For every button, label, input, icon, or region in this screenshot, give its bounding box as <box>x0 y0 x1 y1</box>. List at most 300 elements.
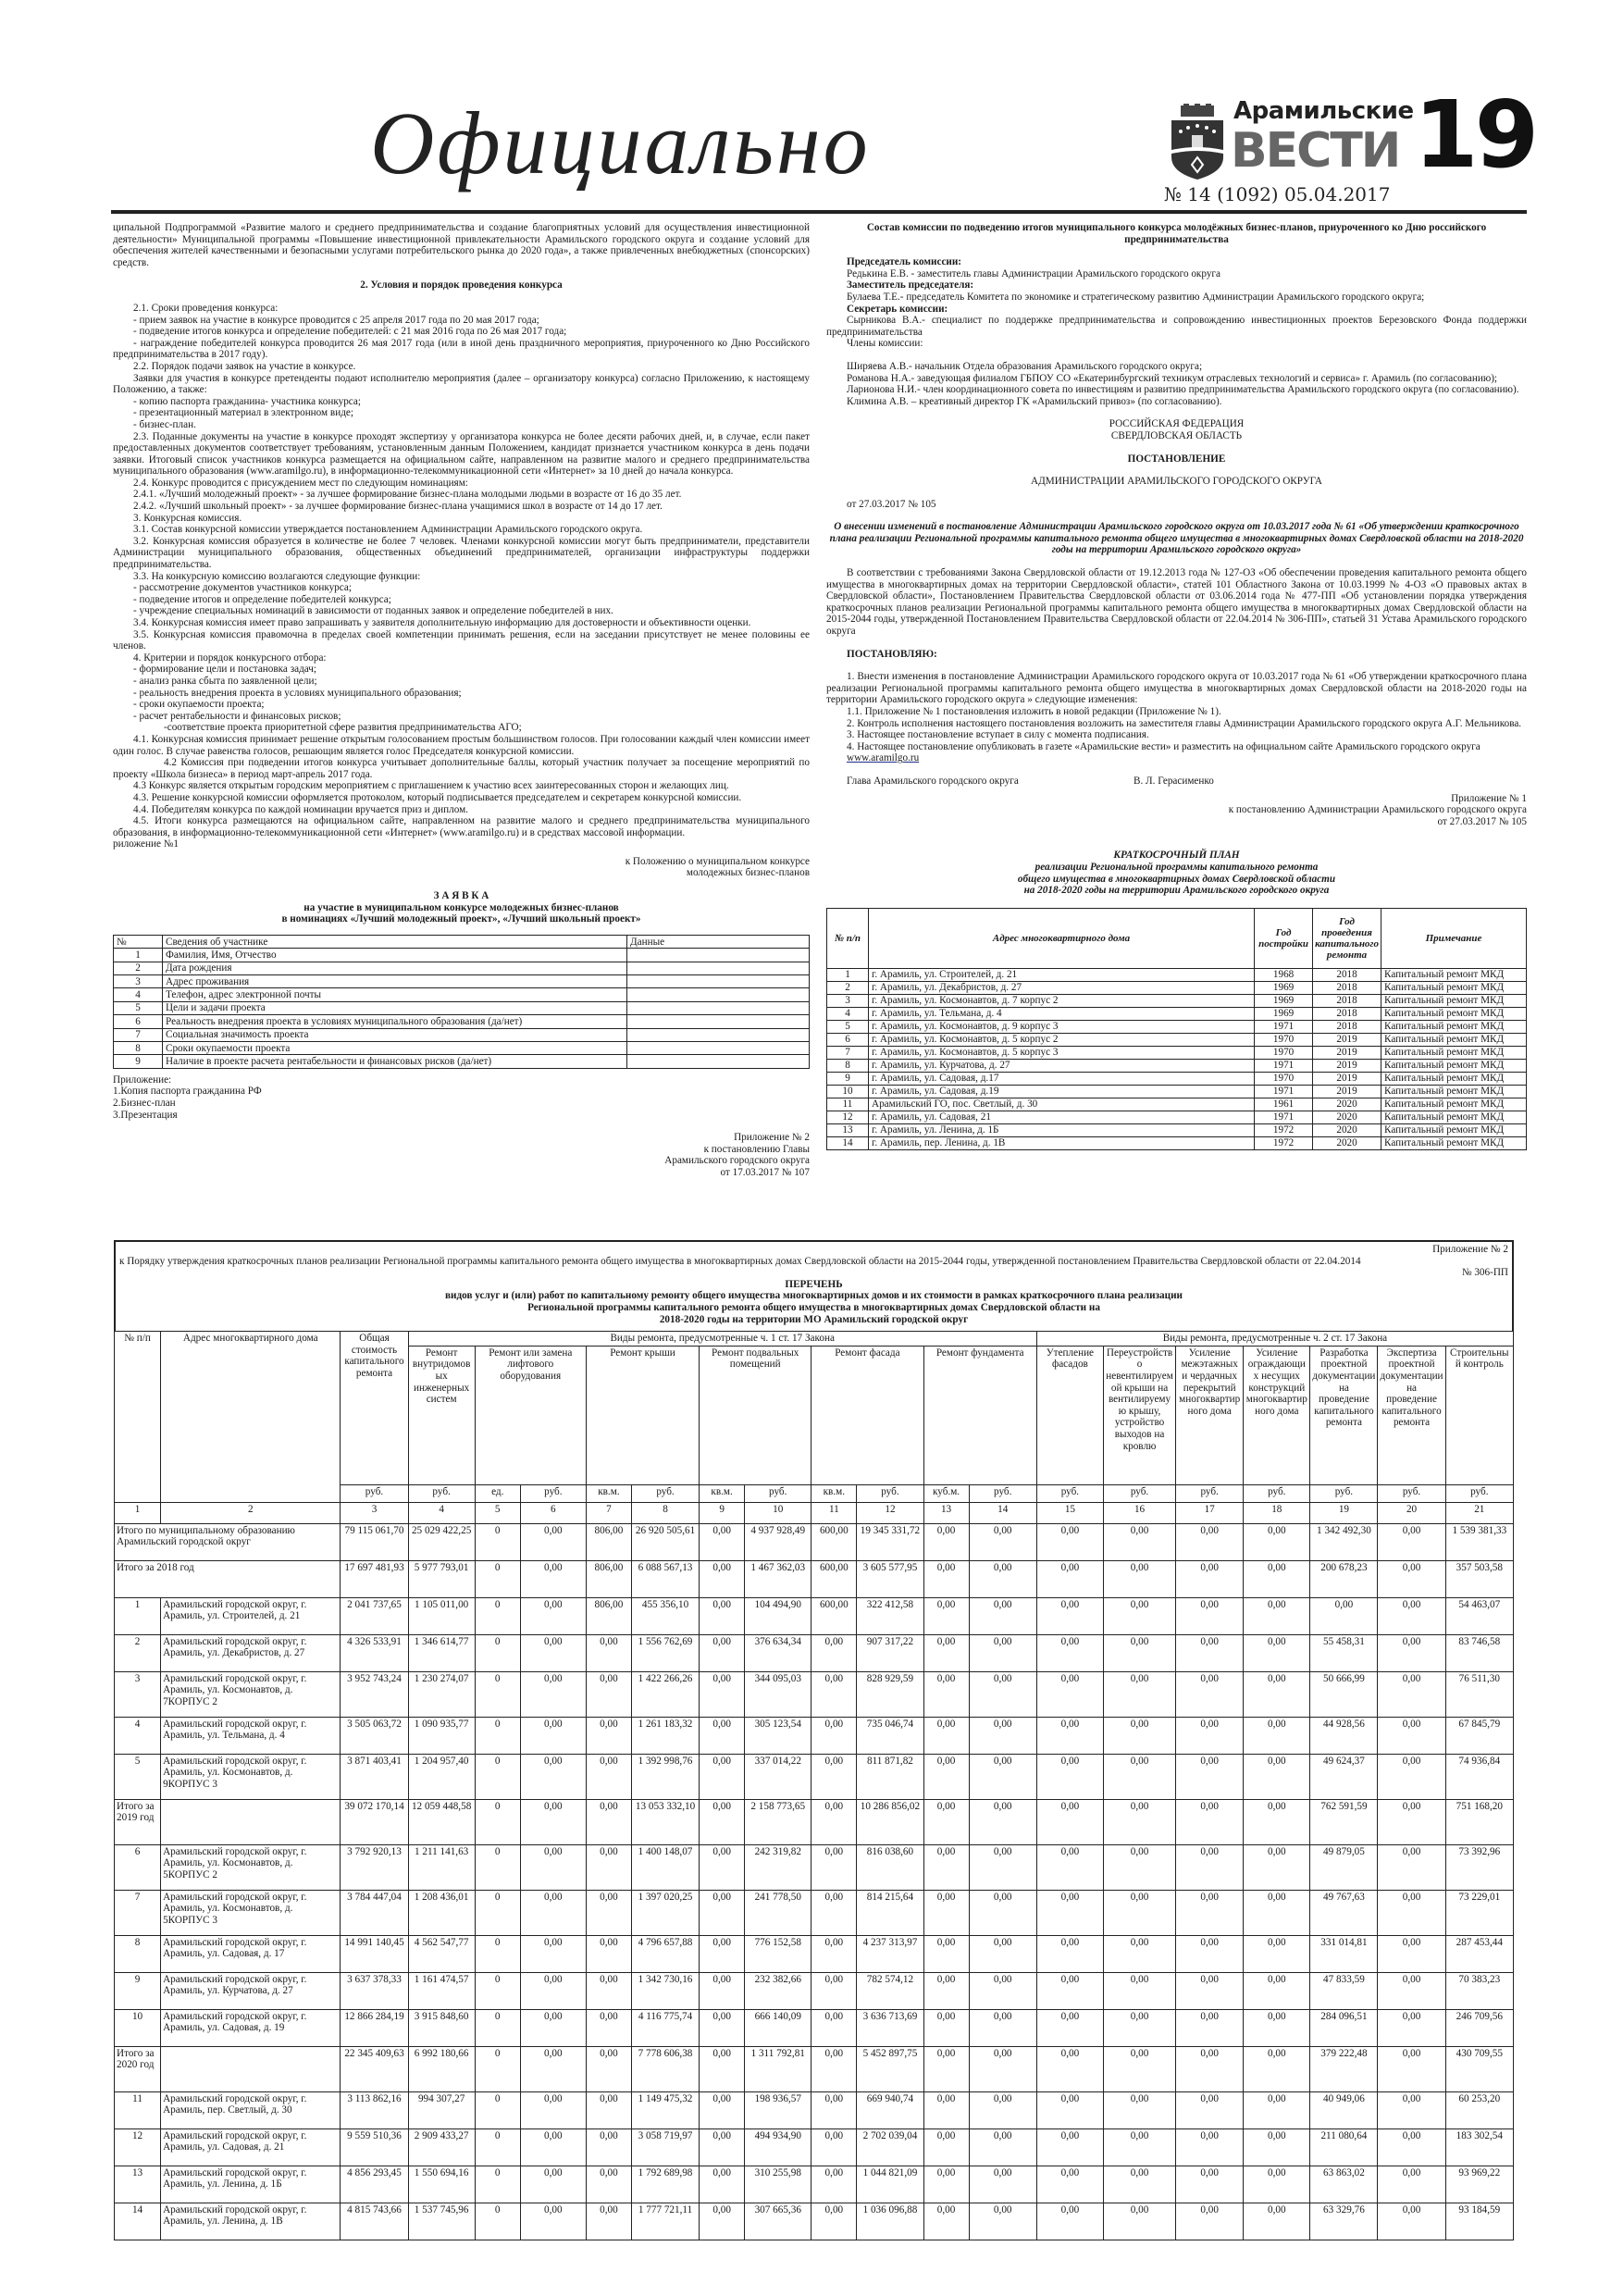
value-cell: 4 937 928,49 <box>745 1523 812 1560</box>
value-cell: 0,00 <box>1244 2128 1310 2166</box>
repair-year-cell: 2020 <box>1313 1123 1381 1136</box>
value-cell: 806,00 <box>586 1560 631 1597</box>
address-cell: Арамильский городской округ, г. Арамиль, ул. Садовая, д. 17 <box>161 1935 341 1972</box>
value-cell: 0,00 <box>923 2203 969 2240</box>
value-cell: 0,00 <box>1378 1671 1445 1717</box>
value-cell: 0,00 <box>923 1717 969 1754</box>
row-number: 6 <box>114 1015 163 1028</box>
value-cell: 3 113 862,16 <box>341 2091 408 2128</box>
value-cell: 0 <box>475 1671 520 1717</box>
paragraph: - прием заявок на участие в конкурсе проводится с 25 апреля 2017 года по 20 мая 2017 года; <box>133 314 539 326</box>
value-cell: 0,00 <box>1176 1560 1244 1597</box>
value-cell: 379 222,48 <box>1310 2046 1378 2091</box>
value-cell: 1 777 721,11 <box>631 2203 699 2240</box>
application-attachments <box>113 1074 810 1179</box>
application-form-table <box>113 935 810 1069</box>
year-built-cell: 1970 <box>1255 1033 1313 1046</box>
value-cell: 10 286 856,02 <box>857 1799 923 1844</box>
value-cell: 0,00 <box>969 1754 1036 1799</box>
value-cell: 2 909 433,27 <box>408 2128 475 2166</box>
paragraph: Климина А.В. – креативный директор ГК «Арамильский привоз» (по согласованию). <box>847 395 1222 407</box>
value-cell: 93 184,59 <box>1445 2203 1513 2240</box>
value-cell: 0,00 <box>1176 1844 1244 1890</box>
value-cell: 0,00 <box>812 1754 857 1799</box>
value-cell: 0,00 <box>1036 1799 1103 1844</box>
row-label: Сроки окупаемости проекта <box>163 1041 627 1054</box>
masthead-rule <box>111 210 1527 214</box>
unit-cell: кв.м. <box>586 1484 631 1502</box>
repair-works-list <box>114 1240 1514 2240</box>
value-cell: 2 158 773,65 <box>745 1799 812 1844</box>
paragraph: от 17.03.2017 № 107 <box>720 1166 810 1178</box>
col-header-basement: Ремонт подвальных помещений <box>700 1346 812 1484</box>
value-cell: 782 574,12 <box>857 1972 923 2009</box>
signature-name: В. Л. Герасименко <box>1134 775 1214 787</box>
value-cell: 0,00 <box>700 2091 745 2128</box>
column-number: 2 <box>161 1502 341 1523</box>
row-number: 10 <box>115 2009 161 2046</box>
paragraph: АДМИНИСТРАЦИИ АРАМИЛЬСКОГО ГОРОДСКОГО ОКРУГА <box>1031 476 1322 488</box>
value-cell: 0,00 <box>1103 1799 1175 1844</box>
row-data-cell[interactable] <box>627 975 810 988</box>
column-number: 6 <box>520 1502 586 1523</box>
value-cell: 183 302,54 <box>1445 2128 1513 2166</box>
value-cell: 0,00 <box>1378 1972 1445 2009</box>
year-built-cell: 1968 <box>1255 968 1313 981</box>
appendix-2-label: Приложение № 2 <box>1432 1244 1508 1255</box>
paragraph: Приложение № 2 <box>734 1132 810 1144</box>
value-cell: 6 088 567,13 <box>631 1560 699 1597</box>
value-cell: 669 940,74 <box>857 2091 923 2128</box>
column-number: 5 <box>475 1502 520 1523</box>
table-row <box>827 1033 1527 1046</box>
value-cell: 0 <box>475 2009 520 2046</box>
row-data-cell[interactable] <box>627 1055 810 1068</box>
value-cell: 0,00 <box>812 1634 857 1671</box>
value-cell: 0,00 <box>1176 1799 1244 1844</box>
value-cell: 79 115 061,70 <box>341 1523 408 1560</box>
col-header-repair-year: Год проведения капитального ремонта <box>1313 908 1381 968</box>
value-cell: 0,00 <box>1378 1523 1445 1560</box>
table-row <box>115 1972 1514 2009</box>
spacer <box>113 292 810 303</box>
repair-year-cell: 2019 <box>1313 1046 1381 1059</box>
site-link-line <box>826 752 1527 764</box>
unit-cell: руб. <box>408 1484 475 1502</box>
value-cell: 0,00 <box>812 1972 857 2009</box>
value-cell: 600,00 <box>812 1597 857 1634</box>
value-cell: 7 778 606,38 <box>631 2046 699 2091</box>
value-cell: 0 <box>475 1890 520 1935</box>
note-cell: Капитальный ремонт МКД <box>1381 1020 1527 1033</box>
paragraph: 4.4. Победителям конкурса по каждой номинации вручается приз и диплом. <box>133 803 468 815</box>
paragraph: - рассмотрение документов участников конкурса; <box>133 582 352 594</box>
row-number: 3 <box>115 1671 161 1717</box>
value-cell: 1 311 792,81 <box>745 2046 812 2091</box>
table-row <box>827 1098 1527 1111</box>
value-cell: 0,00 <box>1244 1523 1310 1560</box>
value-cell: 0,00 <box>1036 2166 1103 2203</box>
value-cell: 0,00 <box>520 2203 586 2240</box>
value-cell: 0,00 <box>586 1844 631 1890</box>
value-cell: 0,00 <box>586 1799 631 1844</box>
value-cell: 0,00 <box>1378 1560 1445 1597</box>
value-cell: 0,00 <box>700 2128 745 2166</box>
value-cell: 12 059 448,58 <box>408 1799 475 1844</box>
paragraph: -соответствие проекта приоритетной сфере развития предпринимательства АГО; <box>164 722 522 734</box>
value-cell: 4 796 657,88 <box>631 1935 699 1972</box>
paragraph: 3. Конкурсная комиссия. <box>133 512 242 524</box>
value-cell: 0,00 <box>812 2009 857 2046</box>
paragraph: 2.4. Конкурс проводится с присуждением мест по следующим номинациям: <box>133 477 468 489</box>
repair-year-cell: 2020 <box>1313 1111 1381 1123</box>
repair-works-caption <box>114 1240 1514 1331</box>
table-row <box>115 1671 1514 1717</box>
value-cell: 1 211 141,63 <box>408 1844 475 1890</box>
row-data-cell[interactable] <box>627 988 810 1001</box>
value-cell: 0,00 <box>812 2091 857 2128</box>
col-header-address: Адрес многоквартирного дома <box>869 908 1255 968</box>
col-header-control: Строительный контроль <box>1445 1346 1513 1484</box>
value-cell: 1 397 020,25 <box>631 1890 699 1935</box>
column-number: 15 <box>1036 1502 1103 1523</box>
value-cell: 0 <box>475 2203 520 2240</box>
value-cell: 0 <box>475 2046 520 2091</box>
value-cell: 0,00 <box>520 1634 586 1671</box>
value-cell: 0,00 <box>1103 1972 1175 2009</box>
value-cell: 0 <box>475 1523 520 1560</box>
value-cell: 494 934,90 <box>745 2128 812 2166</box>
spacer <box>826 488 1527 499</box>
paragraph: РОССИЙСКАЯ ФЕДЕРАЦИЯ <box>1109 418 1245 430</box>
value-cell: 76 511,30 <box>1445 1671 1513 1717</box>
address-cell: Арамильский городской округ, г. Арамиль, ул. Космонавтов, д. 7КОРПУС 2 <box>161 1671 341 1717</box>
value-cell: 0,00 <box>1378 1634 1445 1671</box>
address-cell: Арамильский городской округ, г. Арамиль, ул. Космонавтов, д. 5КОРПУС 3 <box>161 1890 341 1935</box>
paragraph: - бизнес-план. <box>133 418 196 430</box>
note-cell: Капитальный ремонт МКД <box>1381 994 1527 1007</box>
address-cell: Арамильский городской округ, г. Арамиль, ул. Космонавтов, д. 5КОРПУС 2 <box>161 1844 341 1890</box>
note-cell: Капитальный ремонт МКД <box>1381 1098 1527 1111</box>
value-cell: 0,00 <box>812 1717 857 1754</box>
signature <box>826 776 1527 788</box>
paragraph: 2.3. Поданные документы на участие в конкурсе проходят экспертизу у организатора конкурса не более десяти рабочих дней, и, в случае, если пакет предоставленных документов соответствует требованиям, установленным данным Положением, кандидат признается участником конкурса в день подачи заявки. Итоговый список участников конкурса размещается на официальном сайте, направленном на развитие малого и среднего предпринимательства муниципального образования (www.aramilgo.ru), в информационно-телекоммуникационной сети «Интернет» за 10 дней до начала конкурса. <box>113 430 810 478</box>
value-cell: 0,00 <box>1036 2128 1103 2166</box>
value-cell: 0,00 <box>969 1597 1036 1634</box>
table-row <box>115 1844 1514 1890</box>
value-cell: 0,00 <box>969 2166 1036 2203</box>
appendix-2-order-ref: к Порядку утверждения краткосрочных планов реализации Региональной программы капитального ремонта общего имущества в многоквартирных домах Свердловской области на 2015-2044 годы, утвержденной постановлением Правительства Свердловской области от 22.04.2014 <box>119 1255 1361 1267</box>
value-cell: 0,00 <box>700 1972 745 2009</box>
total-label: Итого за 2018 год <box>115 1560 341 1597</box>
coat-of-arms-icon <box>1168 104 1227 181</box>
value-cell: 0,00 <box>923 1754 969 1799</box>
col-header-number: № п/п <box>827 908 869 968</box>
year-built-cell: 1972 <box>1255 1123 1313 1136</box>
row-label: Реальность внедрения проекта в условиях муниципального образования (да/нет) <box>163 1015 627 1028</box>
value-cell: 0,00 <box>520 1671 586 1717</box>
value-cell: 0,00 <box>700 1671 745 1717</box>
value-cell: 0,00 <box>1176 1671 1244 1717</box>
value-cell: 0,00 <box>700 1799 745 1844</box>
value-cell: 0,00 <box>586 2128 631 2166</box>
value-cell: 0,00 <box>1378 2166 1445 2203</box>
value-cell: 3 636 713,69 <box>857 2009 923 2046</box>
site-link[interactable]: www.aramilgo.ru <box>847 752 920 764</box>
unit-cell: руб. <box>1445 1484 1513 1502</box>
value-cell: 0,00 <box>1036 2009 1103 2046</box>
paragraph: Заместитель председателя: <box>847 279 974 292</box>
column-number: 17 <box>1176 1502 1244 1523</box>
paragraph: Заявки для участия в конкурсе претенденты подают исполнителю мероприятия (далее – организатору конкурса) согласно Приложению, к настоящему Положению, а также: <box>113 372 810 396</box>
value-cell: 0 <box>475 1634 520 1671</box>
row-data-cell[interactable] <box>627 1028 810 1041</box>
col-header-lift: Ремонт или замена лифтового оборудования <box>475 1346 586 1484</box>
address-cell: Арамильский ГО, пос. Светлый, д. 30 <box>869 1098 1255 1111</box>
value-cell: 0,00 <box>700 1754 745 1799</box>
table-row <box>827 1085 1527 1098</box>
paragraph: В соответствии с требованиями Закона Свердловской области от 19.12.2013 года № 127-ОЗ «Об обеспечении проведения капитального ремонта общего имущества в многоквартирных домах на территории Свердловской области», статей 101 Областного Закона от 10.03.1999 № 4-ОЗ «О правовых актах в Свердловской области», Постановлением Правительства Свердловской области от 03.06.2014 года № 477-ПП «Об установлении порядка утверждения краткосрочных планов реализации Региональной программы капитального ремонта общего имущества в многоквартирных домах Свердловской области на 2015-2044 годы, утвержденной Постановлением Правительства Свердловской области от 22.04.2014 № 306-ПП», статьей 31 Устава Арамильского городского округа <box>826 567 1527 638</box>
paragraph: 2.Бизнес-план <box>113 1097 176 1109</box>
spacer <box>113 268 810 279</box>
value-cell: 0,00 <box>1036 1935 1103 1972</box>
total-label: Итого по муниципальному образованию Арамильский городской округ <box>115 1523 341 1560</box>
value-cell: 70 383,23 <box>1445 1972 1513 2009</box>
col-header-participant-info: Сведения об участнике <box>163 935 627 948</box>
unit-cell: руб. <box>341 1484 408 1502</box>
repair-year-cell: 2019 <box>1313 1072 1381 1085</box>
section-heading: в номинациях «Лучший молодежный проект», «Лучший школьный проект» <box>281 913 641 925</box>
year-built-cell: 1971 <box>1255 1085 1313 1098</box>
value-cell: 357 503,58 <box>1445 1560 1513 1597</box>
table-row <box>827 1072 1527 1085</box>
year-built-cell: 1970 <box>1255 1072 1313 1085</box>
plan-title-line: общего имущества в многоквартирных домах Свердловской области <box>1017 873 1336 885</box>
value-cell: 0,00 <box>1244 1799 1310 1844</box>
column-number: 9 <box>700 1502 745 1523</box>
row-number: 4 <box>115 1717 161 1754</box>
value-cell: 0,00 <box>586 2009 631 2046</box>
row-number: 13 <box>115 2166 161 2203</box>
address-cell: г. Арамиль, ул. Садовая, д.17 <box>869 1072 1255 1085</box>
row-data-cell[interactable] <box>627 1001 810 1014</box>
value-cell: 5 977 793,01 <box>408 1560 475 1597</box>
value-cell: 63 863,02 <box>1310 2166 1378 2203</box>
value-cell: 0,00 <box>1176 2166 1244 2203</box>
column-number: 19 <box>1310 1502 1378 1523</box>
column-number: 21 <box>1445 1502 1513 1523</box>
value-cell: 0,00 <box>1103 1523 1175 1560</box>
value-cell: 0,00 <box>520 1890 586 1935</box>
value-cell: 1 467 362,03 <box>745 1560 812 1597</box>
value-cell: 232 382,66 <box>745 1972 812 2009</box>
value-cell: 0,00 <box>923 2046 969 2091</box>
appendix-2-order-number: № 306-ПП <box>1461 1267 1508 1279</box>
address-cell: г. Арамиль, ул. Космонавтов, д. 5 корпус 2 <box>869 1033 1255 1046</box>
value-cell: 39 072 170,14 <box>341 1799 408 1844</box>
value-cell: 0,00 <box>1103 2203 1175 2240</box>
value-cell: 13 053 332,10 <box>631 1799 699 1844</box>
row-number: 11 <box>827 1098 869 1111</box>
value-cell: 0 <box>475 2091 520 2128</box>
value-cell: 198 936,57 <box>745 2091 812 2128</box>
value-cell: 0,00 <box>1103 1634 1175 1671</box>
column-number: 20 <box>1378 1502 1445 1523</box>
value-cell: 67 845,79 <box>1445 1717 1513 1754</box>
value-cell: 0 <box>475 1844 520 1890</box>
value-cell: 14 991 140,45 <box>341 1935 408 1972</box>
paragraph: 2.4.1. «Лучший молодежный проект» - за лучшее формирование бизнес-плана молодыми людьми в возрасте от 16 до 35 лет. <box>133 489 682 501</box>
row-number: 5 <box>827 1020 869 1033</box>
repair-year-cell: 2019 <box>1313 1085 1381 1098</box>
address-cell: Арамильский городской округ, г. Арамиль, ул. Космонавтов, д. 9КОРПУС 3 <box>161 1754 341 1799</box>
col-header-number: № п/п <box>115 1332 161 1503</box>
value-cell: 0,00 <box>969 2091 1036 2128</box>
value-cell: 666 140,09 <box>745 2009 812 2046</box>
value-cell: 3 058 719,97 <box>631 2128 699 2166</box>
value-cell: 811 871,82 <box>857 1754 923 1799</box>
value-cell: 0,00 <box>520 1754 586 1799</box>
spacer <box>826 510 1527 521</box>
note-cell: Капитальный ремонт МКД <box>1381 1072 1527 1085</box>
value-cell: 0,00 <box>586 2166 631 2203</box>
table-row <box>827 1007 1527 1020</box>
table-row <box>827 1123 1527 1136</box>
value-cell: 0,00 <box>812 1935 857 1972</box>
row-number: 1 <box>827 968 869 981</box>
value-cell: 0,00 <box>586 1671 631 1717</box>
repair-year-cell: 2019 <box>1313 1033 1381 1046</box>
value-cell: 455 356,10 <box>631 1597 699 1634</box>
value-cell: 0,00 <box>1103 2009 1175 2046</box>
value-cell: 26 920 505,61 <box>631 1523 699 1560</box>
paragraph: - расчет рентабельности и финансовых рисков; <box>133 710 341 722</box>
paragraph: 2.2. Порядок подачи заявок на участие в конкурсе. <box>133 360 356 372</box>
value-cell: 1 149 475,32 <box>631 2091 699 2128</box>
value-cell: 0,00 <box>1103 1717 1175 1754</box>
value-cell: 1 208 436,01 <box>408 1890 475 1935</box>
value-cell: 1 261 183,32 <box>631 1717 699 1754</box>
plan-title-line: на 2018-2020 годы на территории Арамильского городского округа <box>1023 885 1330 897</box>
row-label: Дата рождения <box>163 962 627 974</box>
value-cell: 322 412,58 <box>857 1597 923 1634</box>
value-cell: 0,00 <box>586 1972 631 2009</box>
spacer <box>826 556 1527 567</box>
repair-year-cell: 2020 <box>1313 1136 1381 1149</box>
value-cell: 3 871 403,41 <box>341 1754 408 1799</box>
value-cell: 0 <box>475 1597 520 1634</box>
value-cell: 0 <box>475 1717 520 1754</box>
unit-cell: руб. <box>857 1484 923 1502</box>
value-cell: 0,00 <box>1036 1597 1103 1634</box>
year-built-cell: 1969 <box>1255 994 1313 1007</box>
address-cell: Арамильский городской округ, г. Арамиль, ул. Тельмана, д. 4 <box>161 1717 341 1754</box>
total-row <box>115 2046 1514 2091</box>
table-row <box>115 1890 1514 1935</box>
table-row <box>115 2128 1514 2166</box>
table-row <box>827 1046 1527 1059</box>
value-cell: 4 326 533,91 <box>341 1634 408 1671</box>
paragraph: - реальность внедрения проекта в условиях муниципального образования; <box>133 687 462 699</box>
value-cell: 12 866 284,19 <box>341 2009 408 2046</box>
col-header-address: Адрес многоквартирного дома <box>161 1332 341 1503</box>
value-cell: 19 345 331,72 <box>857 1523 923 1560</box>
value-cell: 0,00 <box>923 2091 969 2128</box>
paragraph: 2.4.2. «Лучший школьный проект» - за лучшее формирование бизнес-плана учащимися школ в возрасте от 14 до 17 лет. <box>133 501 663 513</box>
value-cell: 762 591,59 <box>1310 1799 1378 1844</box>
value-cell: 0,00 <box>520 1597 586 1634</box>
paragraph: 1. Внести изменения в постановление Администрации Арамильского городского округа от 10.03.2017 года № 61 «Об утверждении краткосрочного плана реализации Региональной программы капитального ремонта общего имущества в многоквартирных домах Свердловской области на 2018-2020 годы на территории Арамильского городского округа » следующие изменения: <box>826 671 1527 706</box>
value-cell: 0,00 <box>520 1972 586 2009</box>
right-column-text <box>826 222 1527 1150</box>
column-number: 11 <box>812 1502 857 1523</box>
year-built-cell: 1970 <box>1255 1046 1313 1059</box>
paragraph: Приложение: <box>113 1074 172 1086</box>
table-row <box>115 1634 1514 1671</box>
value-cell: 0,00 <box>969 2009 1036 2046</box>
list-subtitle: Региональной программы капитального ремонта общего имущества в многоквартирных домах Свердловской области на <box>527 1301 1100 1313</box>
row-data-cell[interactable] <box>627 962 810 974</box>
row-data-cell[interactable] <box>627 1015 810 1028</box>
unit-cell: руб. <box>745 1484 812 1502</box>
total-row <box>115 1799 1514 1844</box>
value-cell: 0,00 <box>969 2128 1036 2166</box>
empty-cell <box>161 1799 341 1844</box>
value-cell: 3 952 743,24 <box>341 1671 408 1717</box>
table-row <box>827 1111 1527 1123</box>
value-cell: 49 767,63 <box>1310 1890 1378 1935</box>
table-row <box>115 1717 1514 1754</box>
table-row <box>114 1041 810 1054</box>
value-cell: 1 539 381,33 <box>1445 1523 1513 1560</box>
value-cell: 0,00 <box>700 1890 745 1935</box>
value-cell: 0,00 <box>520 1935 586 1972</box>
value-cell: 0,00 <box>923 1972 969 2009</box>
value-cell: 994 307,27 <box>408 2091 475 2128</box>
repair-year-cell: 2018 <box>1313 1020 1381 1033</box>
total-label: Итого за 2019 год <box>115 1799 161 1844</box>
paragraph: Ширяева А.В.- начальник Отдела образования Арамильского городского округа; <box>847 360 1203 372</box>
value-cell: 0,00 <box>700 2009 745 2046</box>
value-cell: 0,00 <box>1378 1890 1445 1935</box>
appendix-1-note: Приложение № 1 <box>1451 792 1527 804</box>
value-cell: 1 036 096,88 <box>857 2203 923 2240</box>
paragraph: Ларионова Н.И.- член координационного совета по инвестициям и развитию предпринимательства Арамильского городского округа (по согласованию). <box>847 384 1519 396</box>
column-number: 12 <box>857 1502 923 1523</box>
value-cell: 83 746,58 <box>1445 1634 1513 1671</box>
col-header-floors: Усиление межэтажных и чердачных перекрытий многоквартирного дома <box>1176 1346 1244 1484</box>
short-term-plan-table <box>826 908 1527 1150</box>
spacer <box>826 442 1527 453</box>
repair-year-cell: 2020 <box>1313 1098 1381 1111</box>
column-number: 13 <box>923 1502 969 1523</box>
col-header-facade: Ремонт фасада <box>812 1346 923 1484</box>
value-cell: 0,00 <box>1176 1597 1244 1634</box>
paragraph: - подведение итогов и определение победителей конкурса; <box>133 593 391 605</box>
value-cell: 1 537 745,96 <box>408 2203 475 2240</box>
row-data-cell[interactable] <box>627 949 810 962</box>
col-header-data: Данные <box>627 935 810 948</box>
value-cell: 0,00 <box>520 1844 586 1890</box>
empty-cell <box>161 2046 341 2091</box>
signature-position: Глава Арамильского городского округа <box>847 775 1019 787</box>
table-row <box>115 2009 1514 2046</box>
value-cell: 0,00 <box>969 1844 1036 1890</box>
value-cell: 0,00 <box>1176 1634 1244 1671</box>
row-data-cell[interactable] <box>627 1041 810 1054</box>
paragraph: 3.5. Конкурсная комиссия правомочна в пределах своей компетенции принимать решения, если на заседании присутствует не менее половины ее членов. <box>113 628 810 652</box>
table-row <box>115 2166 1514 2203</box>
